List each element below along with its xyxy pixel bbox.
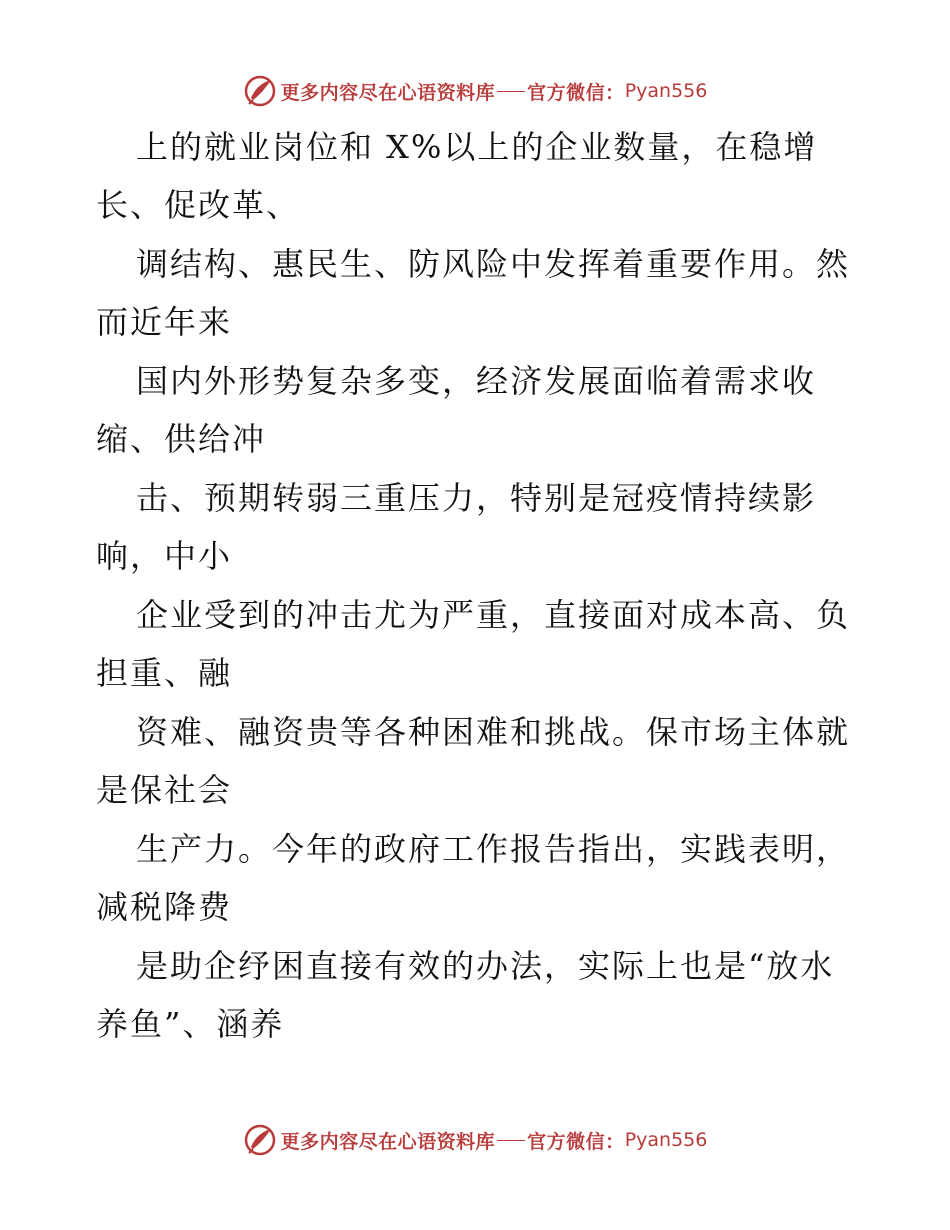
watermark-suffix: 官方微信： — [527, 1130, 625, 1153]
text-line: 调结构、惠民生、防风险中发挥着重要作用。然 — [136, 245, 851, 283]
watermark-dash — [497, 1140, 525, 1141]
pen-logo-icon — [243, 74, 277, 108]
text-line: 国内外形势复杂多变，经济发展面临着需求收 — [136, 362, 817, 400]
watermark-id: Pyan556 — [624, 80, 708, 102]
text-line: 是助企纾困直接有效的办法，实际上也是“放水 — [136, 947, 835, 985]
text-line: 上的就业岗位和 X%以上的企业数量，在稳增 — [136, 128, 818, 166]
text-line: 企业受到的冲击尤为严重，直接面对成本高、负 — [136, 596, 851, 634]
text-line: 是保社会 — [96, 771, 233, 809]
watermark-text: 更多内容尽在心语资料库 — [280, 81, 496, 104]
text-line: 减税降费 — [96, 888, 233, 926]
text-line: 担重、融 — [96, 654, 233, 692]
text-line: 而近年来 — [96, 303, 233, 341]
text-line: 长、促改革、 — [96, 186, 301, 224]
footer-watermark — [0, 1120, 950, 1160]
text-line: 击、预期转弱三重压力，特别是冠疫情持续影 — [136, 479, 817, 517]
pen-logo-icon — [243, 1123, 277, 1157]
text-line: 养鱼”、涵养 — [96, 1005, 285, 1043]
watermark-suffix: 官方微信： — [527, 81, 625, 104]
watermark-text: 更多内容尽在心语资料库 — [280, 1130, 496, 1153]
text-line: 响，中小 — [96, 537, 233, 575]
text-line: 缩、供给冲 — [96, 420, 267, 458]
watermark-dash — [497, 91, 525, 92]
text-line: 资难、融资贵等各种困难和挑战。保市场主体就 — [136, 713, 851, 751]
text-line: 生产力。今年的政府工作报告指出，实践表明， — [136, 830, 851, 868]
watermark-id: Pyan556 — [624, 1129, 708, 1151]
header-watermark — [0, 71, 950, 111]
